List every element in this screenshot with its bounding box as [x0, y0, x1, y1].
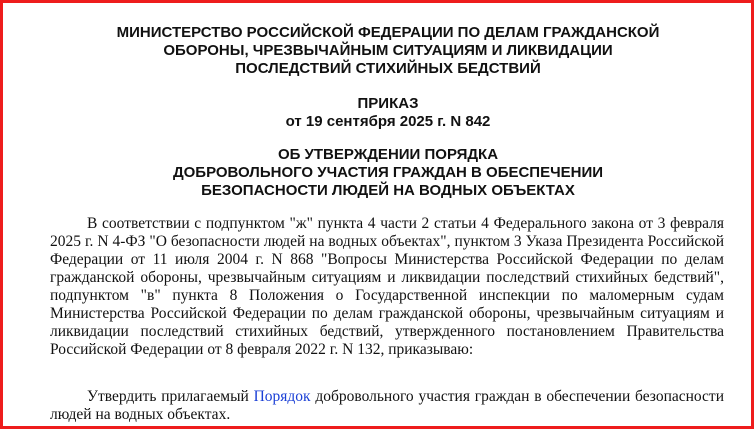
ministry-line: ПОСЛЕДСТВИЙ СТИХИЙНЫХ БЕДСТВИЙ	[235, 60, 541, 77]
order-header	[43, 95, 733, 131]
approval-text-end: добровольного участия граждан в обеспечении безопасности людей на водных объектах.	[50, 388, 725, 423]
ministry-line: ОБОРОНЫ, ЧРЕЗВЫЧАЙНЫМ СИТУАЦИЯМ И ЛИКВИДАЦИИ	[163, 42, 613, 59]
procedure-link[interactable]: Порядок	[253, 388, 311, 405]
approval-paragraph	[50, 388, 724, 424]
ministry-line: МИНИСТЕРСТВО РОССИЙСКОЙ ФЕДЕРАЦИИ ПО ДЕЛАМ ГРАЖДАНСКОЙ	[116, 24, 660, 41]
order-type: ПРИКАЗ	[357, 95, 419, 112]
approval-text-start: Утвердить прилагаемый	[87, 388, 254, 405]
preamble-paragraph: В соответствии с подпунктом "ж" пункта 4 части 2 статьи 4 Федерального закона от 3 февраля 2025 г. N 4-ФЗ "О безопасности людей на водных объектах", пунктом 3 Указа Президента Российской Федерации от 11 июля 2004 г. N 868 "Вопросы Министерства Российской Федерации по делам гражданской обороны, чрезвычайным ситуациям и ликвидации последствий стихийных бедствий", подпунктом "в" пункта 8 Положения о Государственной инспекции по маломерным судам Министерства Российской Федерации по делам гражданской обороны, чрезвычайным ситуациям и ликвидации последствий стихийных бедствий, утвержденного постановлением Правительства Российской Федерации от 8 февраля 2022 г. N 132, приказываю:	[50, 215, 724, 358]
ministry-name	[43, 24, 733, 78]
document-title	[43, 146, 733, 200]
title-line: БЕЗОПАСНОСТИ ЛЮДЕЙ НА ВОДНЫХ ОБЪЕКТАХ	[201, 182, 575, 199]
title-line: ДОБРОВОЛЬНОГО УЧАСТИЯ ГРАЖДАН В ОБЕСПЕЧЕНИИ	[172, 164, 604, 181]
order-date-number: от 19 сентября 2025 г. N 842	[285, 113, 491, 130]
title-line: ОБ УТВЕРЖДЕНИИ ПОРЯДКА	[277, 146, 499, 163]
